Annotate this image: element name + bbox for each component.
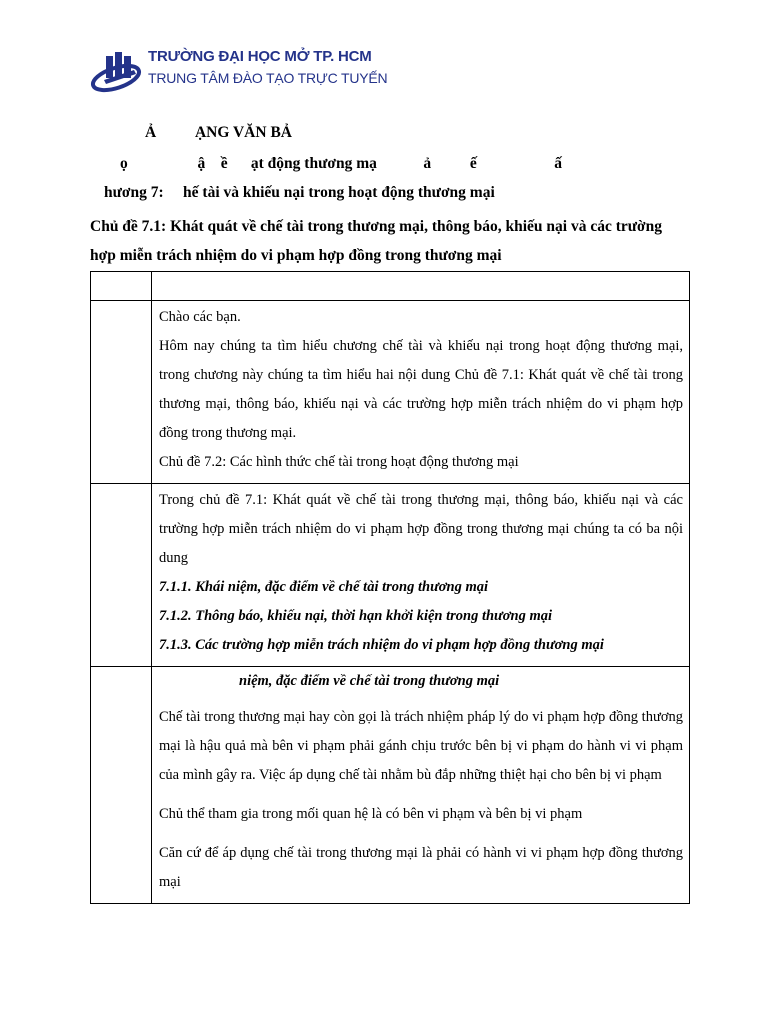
section-item: 7.1.2. Thông báo, khiếu nại, thời hạn khởi kiện trong thương mại [159,608,553,624]
table-cell [91,272,152,301]
table-cell [91,667,152,904]
table-cell [152,484,690,667]
topic-72-text: Chủ đề 7.2: Các hình thức chế tài trong hoạt động thương mại [159,454,519,470]
table-header-row [91,272,690,301]
section-subtitle: niệm, đặc điểm về chế tài trong thương mại [239,673,500,689]
section-item: 7.1.3. Các trường hợp miễn trách nhiệm do vi phạm hợp đồng thương mại [159,637,604,653]
logo-center-name: TRUNG TÂM ĐÀO TẠO TRỰC TUYẾN [148,70,388,86]
logo-emblem-icon [90,50,146,94]
doc-header-line1: Ả ẠNG VĂN BẢ [145,124,292,141]
doc-header-line2: ọ ậ ề ạt động thương mạ ả ế ấ [120,155,562,172]
university-logo [90,44,388,100]
section-item: 7.1.1. Khái niệm, đặc điểm về chế tài trong thương mại [159,579,489,595]
definition-paragraph: Chế tài trong thương mại hay còn gọi là trách nhiệm pháp lý do vi phạm hợp đồng thương mại là hậu quả mà bên vi phạm phải gánh chịu trước bên bị vi phạm do hành vi vi phạm của mình gây ra. Việc áp dụng chế tài nhằm bù đắp những thiệt hại cho bên bị vi phạm [159,709,683,783]
logo-university-name: TRƯỜNG ĐẠI HỌC MỞ TP. HCM [148,48,372,65]
table-cell [91,484,152,667]
table-cell [152,272,690,301]
table-row [91,484,690,667]
table-cell [152,301,690,484]
chapter-title: hương 7: hế tài và khiếu nại trong hoạt động thương mại [104,184,495,201]
basis-paragraph: Căn cứ để áp dụng chế tài trong thương mại là phải có hành vi vi phạm hợp đồng thương mại [159,845,683,890]
table-cell [91,301,152,484]
content-table [90,271,690,904]
greeting-text: Chào các bạn. [159,309,241,325]
chapter-intro-text: Hôm nay chúng ta tìm hiểu chương chế tài và khiếu nại trong hoạt động thương mại, trong chương này chúng ta tìm hiểu hai nội dung Chủ đề 7.1: Khát quát về chế tài trong thương mại, thông báo, khiếu nại và các trường hợp miễn trách nhiệm do vi phạm hợp đồng trong thương mại. [159,338,683,441]
table-row [91,667,690,904]
table-cell [152,667,690,904]
topic-71-intro-text: Trong chủ đề 7.1: Khát quát về chế tài trong thương mại, thông báo, khiếu nại và các trường hợp miễn trách nhiệm do vi phạm hợp đồng trong thương mại chúng ta có ba nội dung [159,492,683,566]
subjects-paragraph: Chủ thể tham gia trong mối quan hệ là có bên vi phạm và bên bị vi phạm [159,806,583,822]
table-row [91,301,690,484]
topic-title: Chủ đề 7.1: Khát quát về chế tài trong thương mại, thông báo, khiếu nại và các trường hợp miễn trách nhiệm do vi phạm hợp đồng trong thương mại [90,218,663,264]
